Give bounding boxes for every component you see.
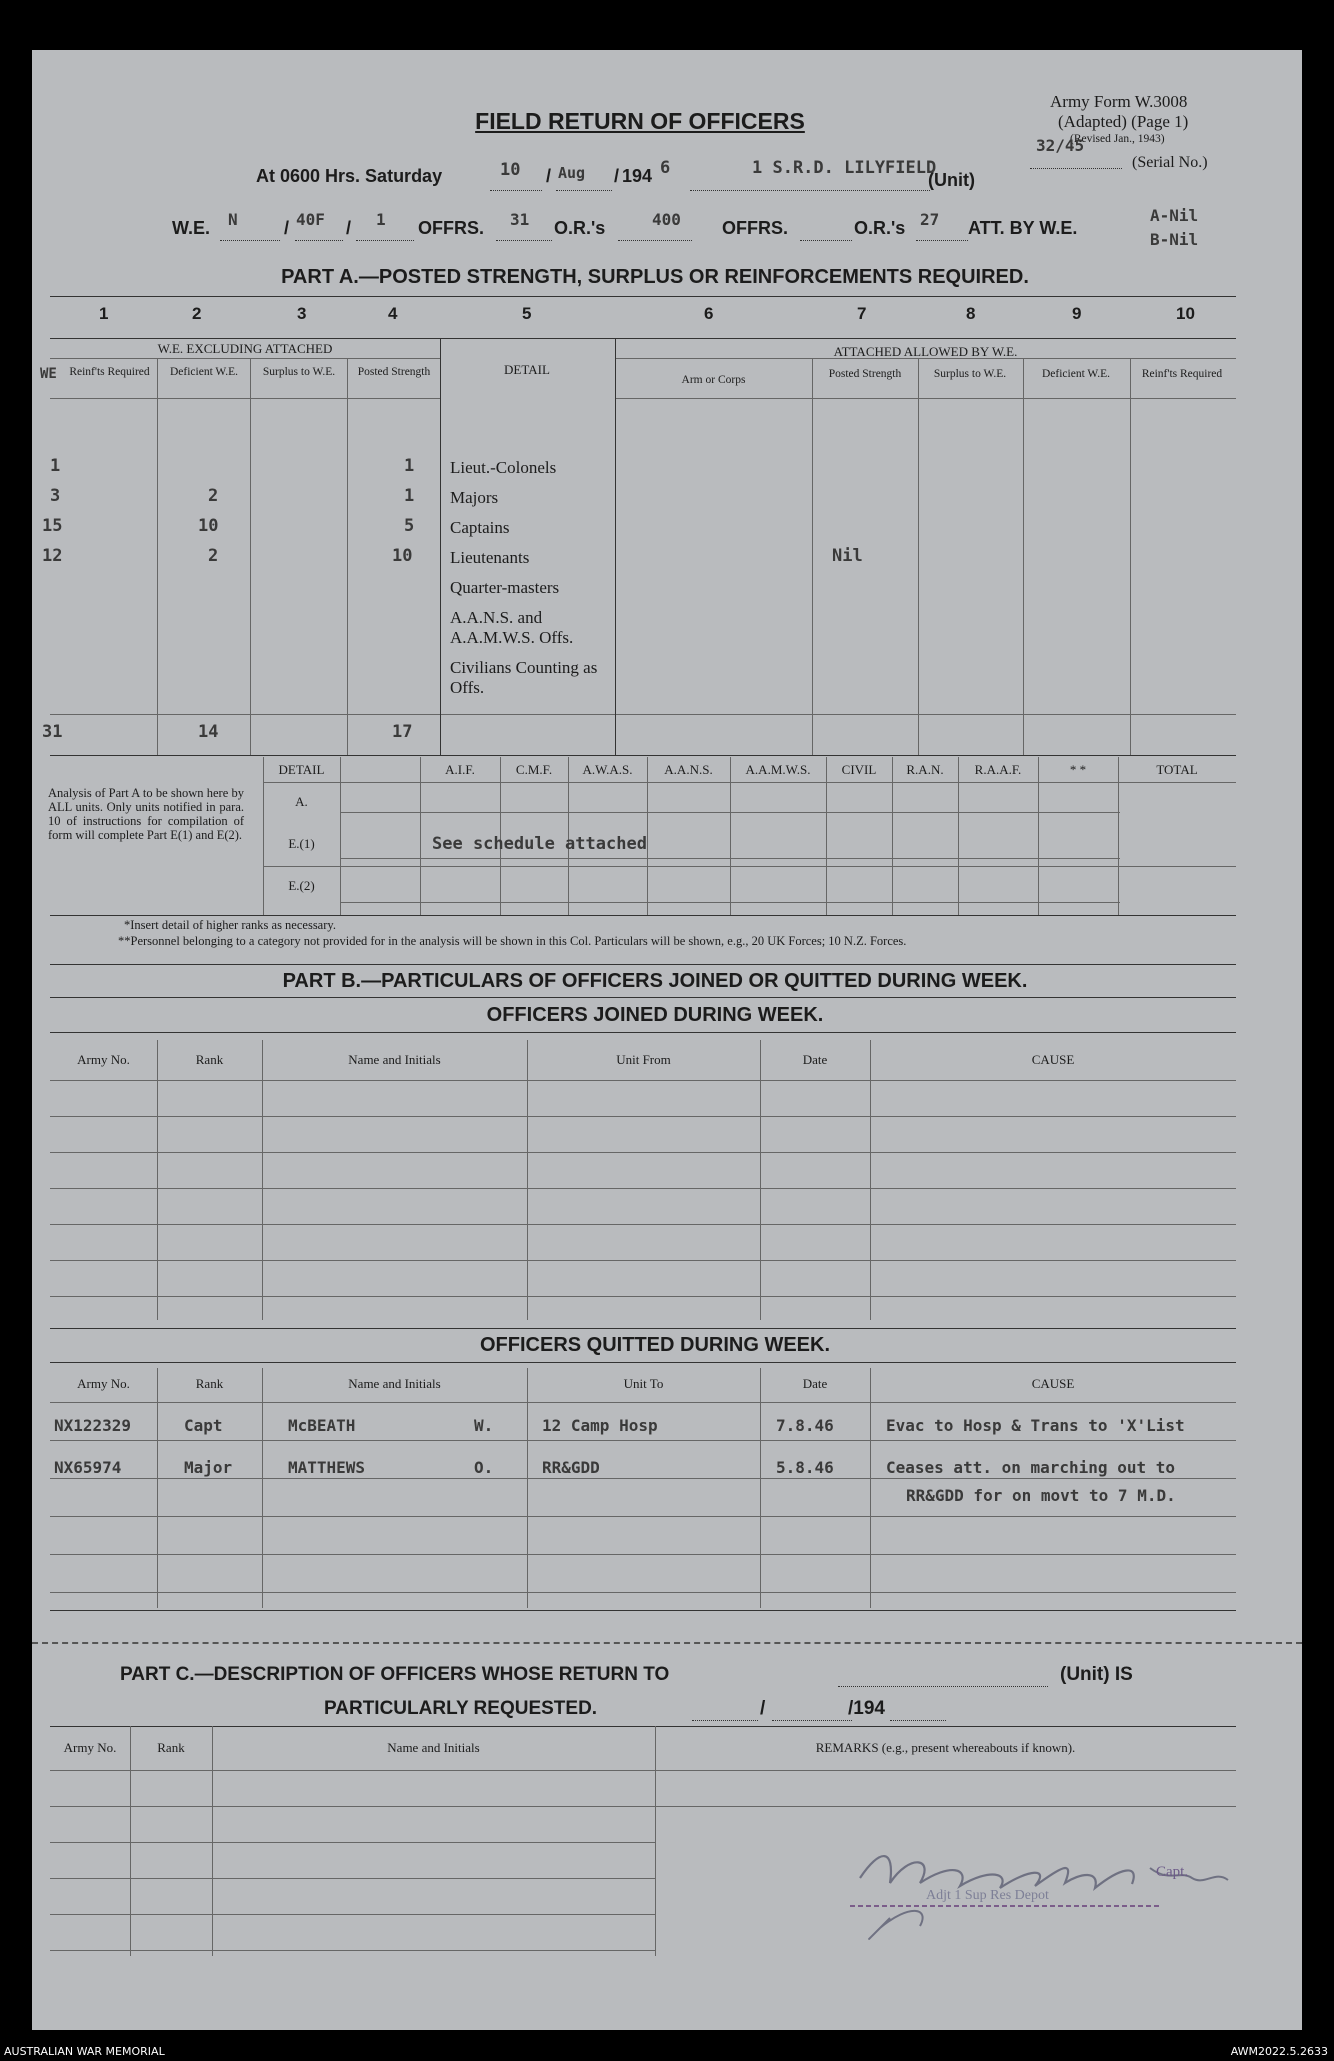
col-num-5: 5 [522, 304, 532, 323]
signature-image [850, 1808, 1310, 1958]
form-revised: (Revised Jan., 1943) [1070, 133, 1165, 145]
analysis-note: Analysis of Part A to be shown here by ALL units. Only units notified in para. 10 of instructions for compilation of form will complete Part E(1) and E(2). [48, 786, 244, 842]
col-num-8: 8 [966, 304, 976, 323]
serial-number-label: (Serial No.) [1132, 154, 1208, 171]
hdr-arm-corps: Arm or Corps [681, 374, 746, 386]
col-num-2: 2 [192, 304, 202, 323]
hdr-att-surplus: Surplus to W.E. [933, 368, 1007, 380]
col-num-3: 3 [297, 304, 307, 323]
analysis-row-e2: E.(2) [288, 878, 315, 893]
total-deficient: 14 [198, 722, 219, 742]
analysis-row-a: A. [295, 794, 308, 809]
group-we-excluding: W.E. EXCLUDING ATTACHED [157, 341, 333, 356]
hdr-att-deficient: Deficient W.E. [1041, 368, 1111, 380]
unit-label: (Unit) [928, 170, 975, 190]
we-value-1: N [228, 210, 238, 229]
offrs2-label: OFFRS. [722, 218, 788, 238]
att-by-we-label: ATT. BY W.E. [968, 218, 1078, 238]
signature-office: Adjt 1 Sup Res Depot [926, 1888, 1049, 1903]
hdr-att-posted: Posted Strength [828, 368, 902, 380]
col-num-1: 1 [99, 304, 109, 323]
quitted-title: OFFICERS QUITTED DURING WEEK. [480, 1334, 830, 1356]
schedule-note: See schedule attached [432, 834, 647, 854]
joined-title: OFFICERS JOINED DURING WEEK. [486, 1004, 824, 1026]
footnote-2: **Personnel belonging to a category not provided for in the analysis will be shown in this Col. Particulars will be shown, e.g., 20 UK Forces; 10 N.Z. Forces. [118, 934, 907, 948]
form-adapted: (Adapted) (Page 1) [1058, 112, 1189, 131]
hdr-att-reinf: Reinf'ts Required [1141, 368, 1223, 380]
year-prefix: 194 [622, 166, 653, 186]
footer-right: AWM2022.5.2633 [1230, 2045, 1328, 2058]
we-value-2: 40F [296, 210, 325, 229]
hdr-deficient-we: Deficient W.E. [169, 366, 239, 378]
offrs-value: 31 [510, 210, 530, 229]
form-number: Army Form W.3008 [1050, 92, 1188, 111]
year-digit: 6 [660, 158, 671, 178]
hdr-reinf-required: Reinf'ts Required [69, 366, 150, 378]
total-posted: 17 [392, 722, 413, 742]
hdr-posted-strength: Posted Strength [357, 366, 431, 378]
ors-value: 400 [652, 210, 681, 229]
offrs-label: OFFRS. [418, 218, 484, 238]
ors-label: O.R.'s [554, 218, 606, 238]
we-margin-mark: WE [40, 366, 57, 382]
analysis-row-e1: E.(1) [288, 836, 315, 851]
month-value: Aug [558, 164, 586, 182]
detail-quartermasters: Quarter-masters [450, 578, 560, 597]
unit-value: 1 S.R.D. LILYFIELD [752, 158, 937, 178]
att-a-value: A-Nil [1150, 206, 1199, 225]
part-c-title-year: /194 [848, 1698, 885, 1719]
part-b-title: PART B.—PARTICULARS OF OFFICERS JOINED OR QUITTED DURING WEEK. [282, 970, 1028, 992]
footnote-1: *Insert detail of higher ranks as necessary. [124, 918, 336, 932]
col-num-4: 4 [388, 304, 398, 323]
detail-civilians: Civilians Counting as Offs. [450, 658, 598, 697]
col-num-6: 6 [704, 304, 714, 323]
serial-number-value: 32/45 [1036, 136, 1085, 155]
part-c-title-b: PARTICULARLY REQUESTED. [324, 1698, 598, 1719]
footer-left: AUSTRALIAN WAR MEMORIAL [4, 2045, 165, 2058]
we-value-3: 1 [376, 210, 386, 229]
part-c-title-unit: (Unit) IS [1060, 1664, 1133, 1685]
col-num-9: 9 [1072, 304, 1082, 323]
col-num-7: 7 [857, 304, 867, 323]
signature-rank: Capt. [1156, 1864, 1189, 1880]
hdr-surplus-we: Surplus to W.E. [262, 366, 336, 378]
part-c-title-a: PART C.—DESCRIPTION OF OFFICERS WHOSE RETURN TO [120, 1664, 670, 1685]
part-a-title: PART A.—POSTED STRENGTH, SURPLUS OR REINFORCEMENTS REQUIRED. [281, 266, 1029, 288]
form-title: FIELD RETURN OF OFFICERS [475, 108, 805, 134]
day-value: 10 [500, 160, 521, 180]
we-label: W.E. [172, 218, 211, 238]
serial-dotline [1030, 168, 1122, 169]
col-num-10: 10 [1176, 304, 1195, 323]
group-attached-allowed: ATTACHED ALLOWED BY W.E. [833, 344, 1018, 359]
ors2-label: O.R.'s [854, 218, 906, 238]
form-number-block [1050, 92, 1270, 132]
detail-aans: A.A.N.S. and A.A.M.W.S. Offs. [450, 608, 574, 647]
total-reinf: 31 [42, 722, 63, 742]
hdr-detail: DETAIL [504, 362, 550, 377]
att-b-value: B-Nil [1150, 230, 1199, 249]
at-hours-label: At 0600 Hrs. Saturday [256, 166, 443, 186]
ors2-value: 27 [920, 210, 940, 229]
